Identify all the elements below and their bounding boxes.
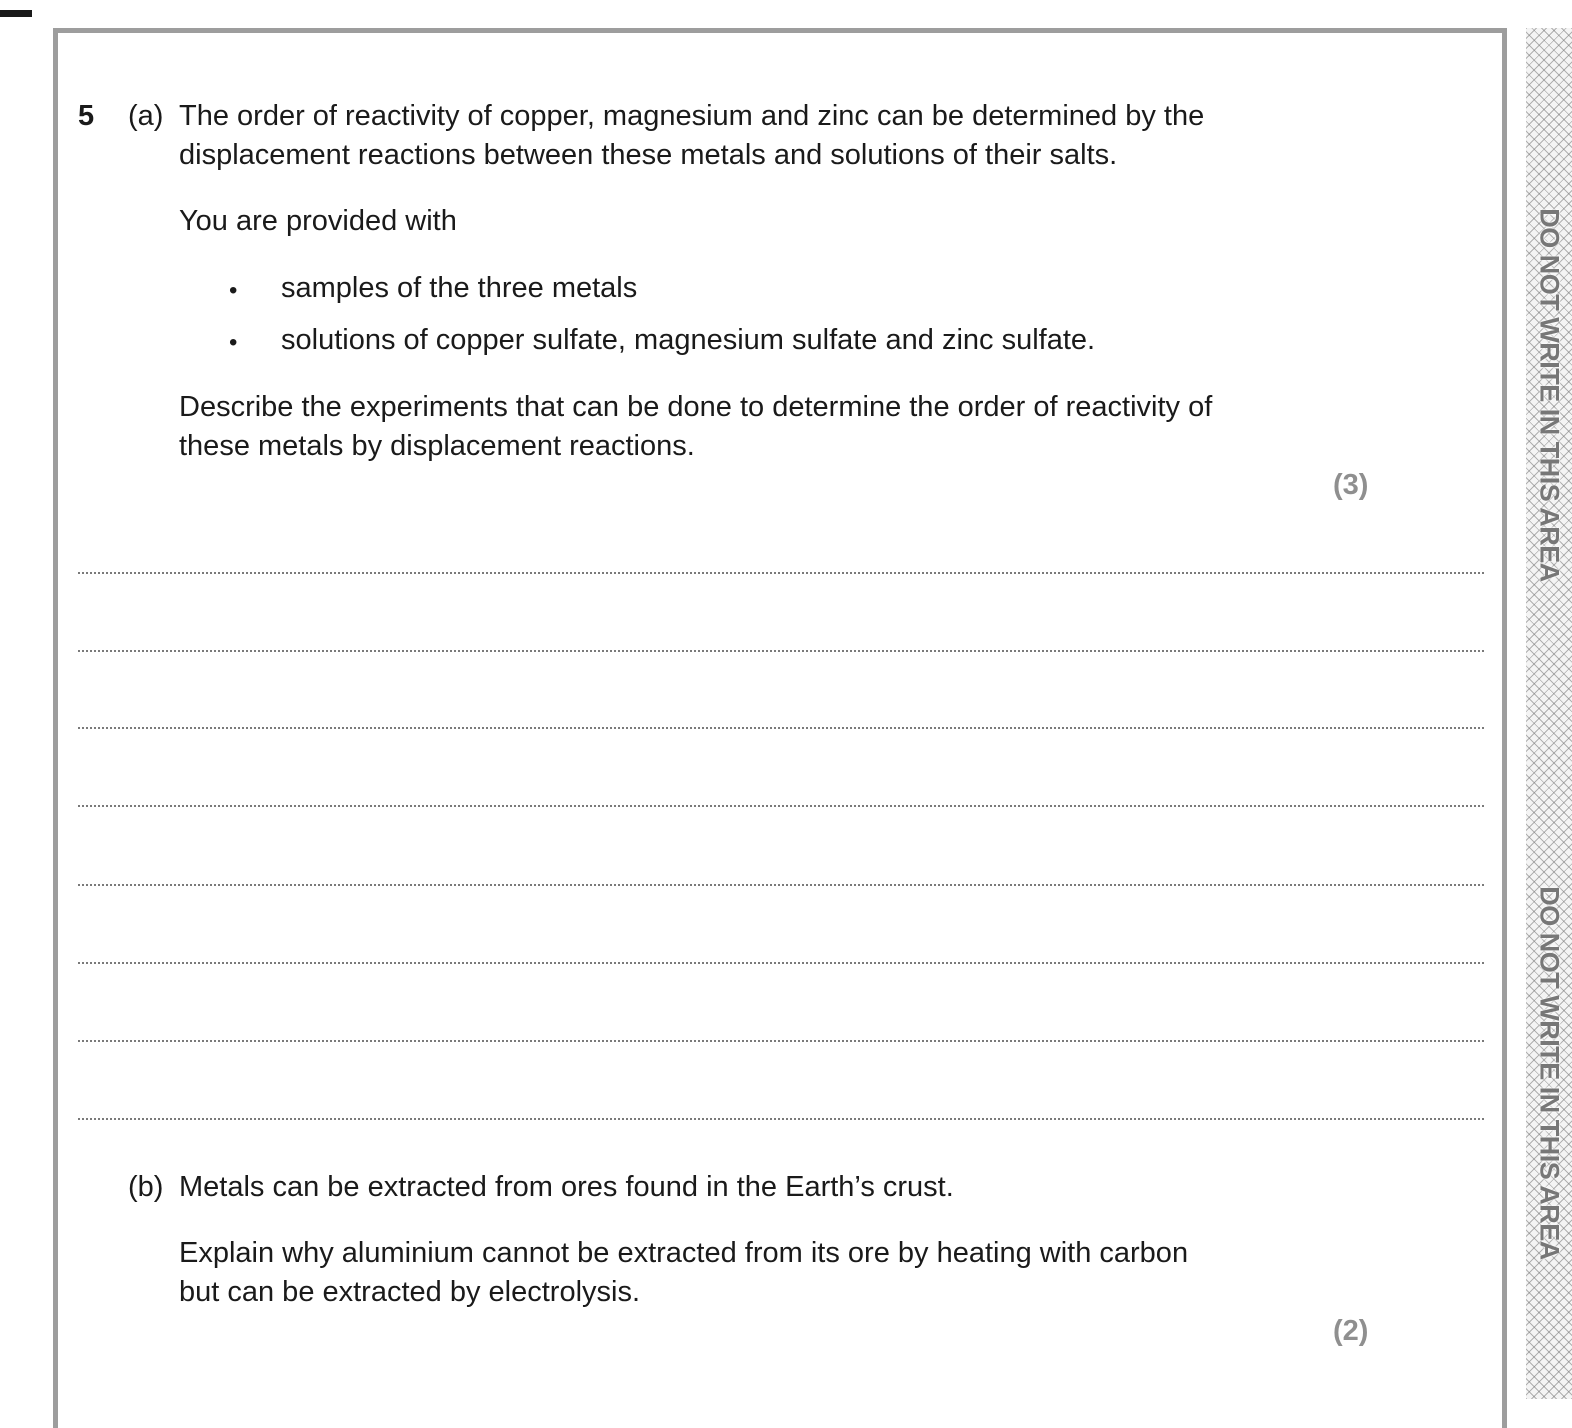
answer-line[interactable] — [78, 1118, 1484, 1120]
part-a-intro-line-1: The order of reactivity of copper, magnesium and zinc can be determined by the — [179, 100, 1205, 132]
answer-line[interactable] — [78, 805, 1484, 807]
answer-line[interactable] — [78, 884, 1484, 886]
question-number: 5 — [78, 100, 95, 132]
answer-line[interactable] — [78, 650, 1484, 652]
part-a-marks: (3) — [1333, 469, 1369, 501]
part-a-label: (a) — [128, 100, 164, 132]
bullet-item-1: samples of the three metals — [281, 272, 638, 304]
margin-warning-top: DO NOT WRITE IN THIS AREA — [1534, 208, 1565, 582]
answer-line[interactable] — [78, 962, 1484, 964]
part-b-label: (b) — [128, 1171, 164, 1203]
part-b-intro: Metals can be extracted from ores found in the Earth’s crust. — [179, 1171, 954, 1203]
bullet-item-2: solutions of copper sulfate, magnesium sulfate and zinc sulfate. — [281, 324, 1096, 356]
provided-intro: You are provided with — [179, 205, 457, 237]
part-b-task-line-1: Explain why aluminium cannot be extracted from its ore by heating with carbon — [179, 1237, 1189, 1269]
registration-mark — [0, 10, 32, 17]
part-a-intro-line-2: displacement reactions between these metals and solutions of their salts. — [179, 139, 1118, 171]
part-a-task-line-2: these metals by displacement reactions. — [179, 430, 695, 462]
bullet-icon: • — [229, 277, 238, 304]
bullet-icon: • — [229, 329, 238, 356]
margin-warning-bottom: DO NOT WRITE IN THIS AREA — [1534, 886, 1565, 1260]
part-a-task-line-1: Describe the experiments that can be done to determine the order of reactivity of — [179, 391, 1213, 423]
answer-line[interactable] — [78, 1040, 1484, 1042]
part-b-task-line-2: but can be extracted by electrolysis. — [179, 1276, 641, 1308]
answer-line[interactable] — [78, 572, 1484, 574]
part-b-marks: (2) — [1333, 1315, 1369, 1347]
answer-line[interactable] — [78, 727, 1484, 729]
